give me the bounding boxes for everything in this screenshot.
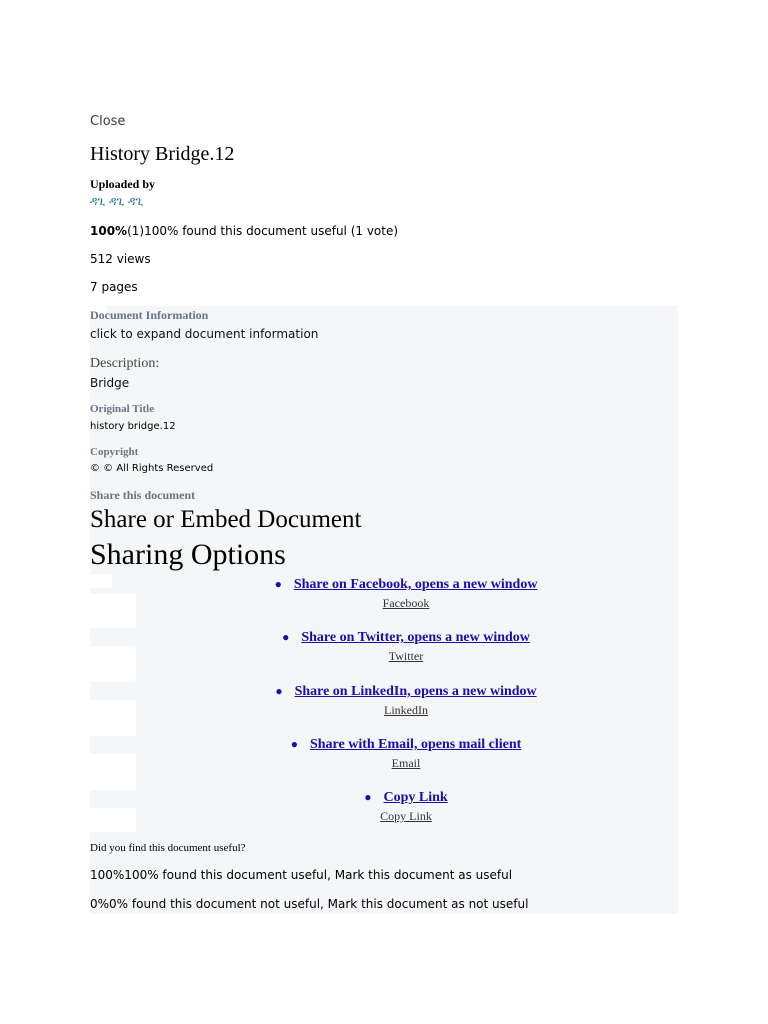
share-email-link[interactable] (136, 737, 676, 753)
rating-detail: (1)100% found this document useful (1 vote) (127, 224, 399, 238)
sharing-options-heading: Sharing Options (90, 538, 286, 571)
bullet-icon: ● (364, 790, 372, 804)
mark-not-useful-button[interactable]: 0%0% found this document not useful, Mark this document as not useful (90, 897, 529, 911)
bullet-icon: ● (274, 577, 282, 591)
share-linkedin-label: Share on LinkedIn, opens a new window (294, 684, 537, 699)
views-count: 512 views (90, 252, 151, 266)
share-linkedin-link[interactable] (136, 684, 676, 700)
document-info-heading: Document Information (90, 308, 209, 322)
copy-link-item (136, 790, 676, 824)
facebook-link[interactable]: Facebook (382, 596, 430, 610)
description-label: Description: (90, 356, 160, 371)
panel-notch (90, 754, 136, 790)
bullet-icon: ● (290, 737, 298, 751)
description-value: Bridge (90, 376, 130, 390)
close-button[interactable]: Close (90, 114, 126, 129)
share-twitter-link[interactable] (136, 630, 676, 646)
original-title-label: Original Title (90, 403, 155, 415)
rating-summary (90, 224, 398, 238)
panel-notch (90, 808, 136, 832)
share-email-label: Share with Email, opens mail client (309, 737, 522, 752)
copyright-value: © © All Rights Reserved (90, 463, 214, 474)
useful-question: Did you find this document useful? (90, 842, 246, 854)
original-title-value: history bridge.12 (90, 421, 176, 432)
share-section-heading: Share this document (90, 488, 196, 502)
share-facebook-item (136, 577, 676, 611)
rating-percent: 100% (90, 224, 128, 238)
bullet-icon: ● (282, 630, 290, 644)
linkedin-link[interactable]: LinkedIn (384, 703, 428, 717)
expand-document-info-link[interactable]: click to expand document information (90, 327, 319, 341)
share-twitter-item (136, 630, 676, 664)
uploaded-by-label: Uploaded by (90, 177, 156, 191)
copy-link-label: Copy Link (383, 790, 448, 805)
share-twitter-label: Share on Twitter, opens a new window (301, 630, 530, 645)
copyright-label: Copyright (90, 446, 139, 458)
copy-link-button[interactable] (136, 790, 676, 806)
share-facebook-label: Share on Facebook, opens a new window (293, 577, 538, 592)
document-title: History Bridge.12 (90, 143, 235, 165)
bullet-icon: ● (275, 684, 283, 698)
copy-link-sub[interactable]: Copy Link (380, 809, 432, 823)
pages-count: 7 pages (90, 280, 138, 294)
share-facebook-link[interactable] (136, 577, 676, 593)
twitter-link[interactable]: Twitter (388, 649, 424, 663)
panel-notch (90, 700, 136, 736)
panel-notch (90, 646, 136, 682)
mark-useful-button[interactable]: 100%100% found this document useful, Mark this document as useful (90, 868, 513, 882)
panel-notch (90, 594, 136, 628)
share-embed-heading: Share or Embed Document (90, 506, 362, 533)
share-email-item (136, 737, 676, 771)
share-linkedin-item (136, 684, 676, 718)
email-link[interactable]: Email (391, 756, 421, 770)
panel-notch (90, 574, 112, 588)
uploader-link[interactable]: ዳጊ ዳጊ ዳጊ (90, 194, 144, 208)
